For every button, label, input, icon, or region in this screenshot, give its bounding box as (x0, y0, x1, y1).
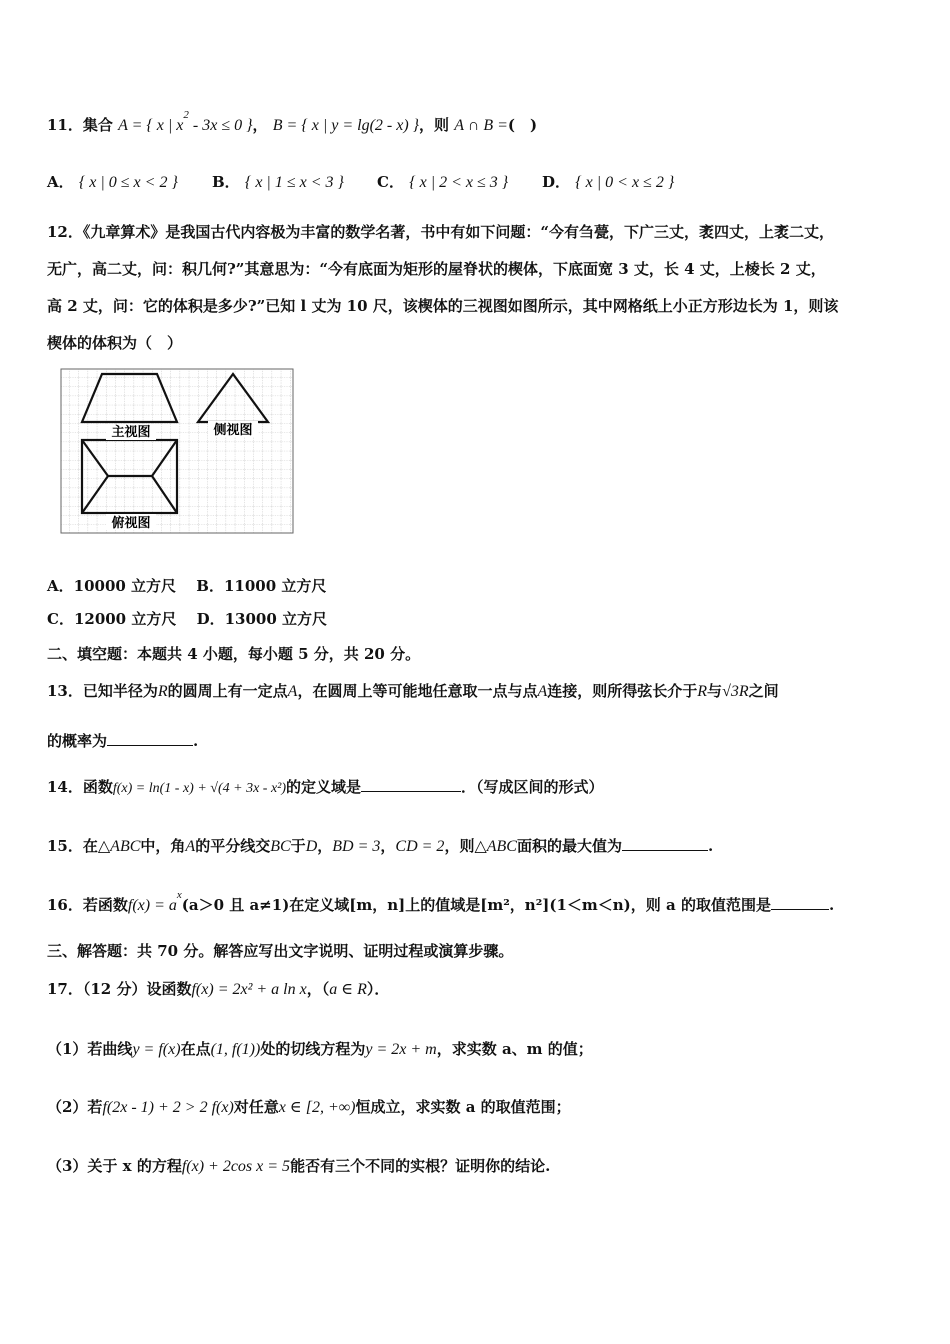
q15-answer-blank[interactable] (622, 836, 708, 851)
top-view-label: 俯视图 (111, 516, 151, 531)
q11-option-d[interactable]: D． { x | 0 < x ≤ 2 } (542, 173, 675, 191)
q15-line: 15．在△ABC中，角A的平分线交BC于D，BD = 3，CD = 2，则△ABC面积的最大值为 . (47, 837, 714, 855)
q17-part-3: （3）关于 x 的方程f(x) + 2cos x = 5能否有三个不同的实根？证明你的结论. (47, 1157, 551, 1175)
q11-expression: A ∩ B = (454, 117, 508, 134)
section-2-heading: 二、填空题：本题共 4 小题，每小题 5 分，共 20 分。 (47, 645, 421, 663)
q17-stem: 17．（12 分）设函数f(x) = 2x² + a ln x，（a ∈ R）． (47, 980, 390, 998)
q12-line-1: 12．《九章算术》是我国古代内容极为丰富的数学名著，书中有如下问题：“今有刍甍，下广三丈，袤四丈，上袤二丈， (47, 223, 835, 241)
section-3-heading: 三、解答题：共 70 分。解答应写出文字说明、证明过程或演算步骤。 (47, 942, 514, 960)
q12-option-d[interactable]: D．13000 立方尺 (196, 610, 328, 628)
front-view-label: 主视图 (111, 425, 151, 440)
q12-option-c[interactable]: C．12000 立方尺 (47, 610, 177, 628)
three-view-diagram (60, 368, 296, 536)
three-view-figure (60, 368, 296, 536)
q16-answer-blank[interactable] (771, 895, 829, 910)
q17-part-2: （2）若f(2x - 1) + 2 > 2 f(x)对任意x ∈ [2, +∞)恒成立，求实数 a 的取值范围； (47, 1098, 571, 1116)
q11-option-c[interactable]: C． { x | 2 < x ≤ 3 } (377, 173, 509, 191)
q11-set-b: B = { x | y = lg(2 - x) } (272, 117, 420, 134)
q13-answer-blank[interactable] (107, 731, 193, 746)
q12-option-b[interactable]: B．11000 立方尺 (196, 577, 327, 595)
q11-number: 11．集合 (47, 116, 113, 134)
q13-line-1: 13．已知半径为R的圆周上有一定点A，在圆周上等可能地任意取一点与点A连接，则所得弦长介于R与√3R之间 (47, 682, 779, 700)
q11-option-b[interactable]: B． { x | 1 ≤ x < 3 } (212, 173, 344, 191)
q13-line-2: 的概率为 . (47, 732, 199, 750)
q11-option-a[interactable]: A． { x | 0 ≤ x < 2 } (47, 173, 178, 191)
q11-answer-paren: ( ) (507, 116, 538, 134)
side-view-label: 侧视图 (213, 423, 253, 438)
q17-part-1: （1）若曲线y = f(x)在点(1, f(1))处的切线方程为y = 2x + m，求实数 a、m 的值； (47, 1040, 593, 1058)
q12-line-3: 高 2 丈，问：它的体积是多少?”已知 l 丈为 10 尺，该楔体的三视图如图所示，其中网格纸上小正方形边长为 1，则该 (47, 297, 839, 315)
q16-line: 16．若函数$f(x) = a^x(a>0$ 且 a≠1)在定义域[m，n]上的值域是[m²，n²](1＜m＜n)，则 a 的取值范围是 . (47, 889, 835, 914)
q14-answer-blank[interactable] (361, 777, 461, 792)
q11-set-a: A = { x | $x^2 - 3x \le 0$ } (118, 109, 253, 134)
q14-line: 14．函数f(x) = ln(1 - x) + √(4 + 3x - x²)的定义域是 ．（写成区间的形式） (47, 778, 604, 796)
q12-option-a[interactable]: A．10000 立方尺 (47, 577, 177, 595)
q11-stem: 11．集合 A = { x | $x^2 - 3x \le 0$ }， B = { x | y = lg(2 - x) }，则 A ∩ B =( ) (47, 109, 538, 134)
q12-options-row-2 (47, 609, 327, 629)
q12-line-2: 无广，高二丈，问：积几何?”其意思为：“今有底面为矩形的屋脊状的楔体，下底面宽 3 丈，长 4 丈，上棱长 2 丈， (47, 260, 826, 278)
q12-options-row-1 (47, 576, 326, 596)
q12-line-4: 楔体的体积为（ ） (47, 334, 183, 352)
